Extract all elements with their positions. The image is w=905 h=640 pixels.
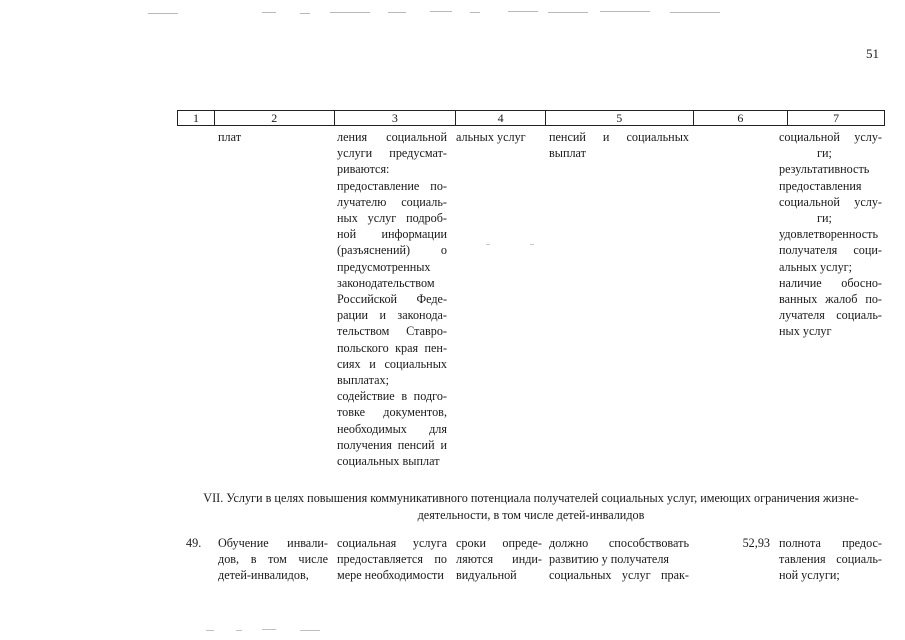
cont-col4	[456, 129, 542, 145]
cont-col3-line: предусмотренных	[337, 259, 431, 274]
header-cell-6: 6	[694, 111, 789, 125]
row49-col5-line: развитию у получателя	[549, 552, 670, 567]
header-cell-3: 3	[335, 111, 457, 125]
row49-col7-line: тавления социаль-	[779, 552, 882, 567]
cont-col7-line: социальной услу-	[779, 130, 882, 144]
header-cell-2: 2	[215, 111, 335, 125]
cont-col3-line: риваются:	[337, 162, 390, 177]
row49-col6-value: 52,93	[742, 536, 770, 550]
cont-col7-line: удовлетворенность	[779, 227, 879, 242]
cont-col3-line: выплатах;	[337, 373, 390, 388]
cont-col3-line: услуги предусмат-	[337, 146, 447, 161]
cont-col7-line: предоставления	[779, 178, 862, 193]
cont-col3-line: тельством Ставро-	[337, 324, 447, 339]
row49-col5-line: должно способствовать	[549, 536, 689, 550]
cont-col5	[549, 129, 689, 161]
cont-col3-line: содействие в подго-	[337, 389, 447, 404]
page-number: 51	[866, 46, 879, 61]
cont-col3-line: ления социальной	[337, 130, 447, 144]
row49-col2-line: дов, в том числе	[218, 552, 328, 567]
cont-col3-line: предоставление по-	[337, 178, 447, 193]
cont-col3-line: рации и законода-	[337, 308, 447, 323]
row49-number-text: 49.	[186, 536, 202, 550]
header-cell-4: 4	[456, 111, 546, 125]
header-cell-7: 7	[833, 111, 840, 125]
cont-col3-line: ной информации	[337, 227, 447, 242]
cont-col5-line: пенсий и социальных	[549, 130, 689, 144]
header-cell-1: 1	[178, 111, 215, 125]
row49-col3-line: социальная услуга	[337, 536, 447, 550]
cont-col3-line: (разъяснений) о	[337, 243, 447, 258]
scan-artifact-bottom	[0, 628, 905, 634]
row49-col2-line: детей-инвалидов,	[218, 568, 309, 583]
cont-col7-line: ги;	[817, 211, 832, 226]
cont-col3-line: законодательством	[337, 275, 435, 290]
section-heading-line2: деятельности, в том числе детей-инвалидов	[417, 508, 645, 522]
cont-col5-line: выплат	[549, 146, 586, 161]
cont-col7-line: результативность	[779, 162, 870, 177]
cont-col4-line: альных услуг	[456, 130, 526, 144]
row49-col2	[218, 535, 328, 584]
row49-col7-line: полнота предос-	[779, 536, 882, 550]
row49-col3-line: предоставляется по	[337, 552, 447, 567]
cont-col7-line: наличие обосно-	[779, 275, 882, 290]
cont-col7-line: альных услуг;	[779, 259, 853, 274]
row49-col4-line: ляются инди-	[456, 552, 542, 567]
row49-number	[186, 535, 210, 551]
cont-col2	[218, 129, 328, 145]
cont-col7	[779, 129, 882, 340]
cont-col2-line: плат	[218, 130, 242, 144]
scan-artifact-middle	[486, 244, 546, 246]
row49-col3	[337, 535, 447, 584]
cont-col3-line: сиях и социальных	[337, 356, 447, 371]
section-heading-line1: VII. Услуги в целях повышения коммуникативного потенциала получателей социальных услуг, имеющих ограничения жизне-	[203, 491, 859, 505]
row49-col2-line: Обучение инвали-	[218, 536, 328, 550]
row49-col5-line: социальных услуг прак-	[549, 568, 689, 583]
row49-col4	[456, 535, 542, 584]
cont-col3-line: получения пенсий и	[337, 437, 447, 452]
table-header-row	[177, 110, 885, 126]
row49-col3-line: мере необходимости	[337, 568, 444, 583]
cont-col3-line: польского края пен-	[337, 340, 447, 355]
row49-col5	[549, 535, 689, 584]
cont-col7-line: ги;	[817, 146, 832, 161]
cont-col7-line: ванных жалоб по-	[779, 292, 882, 307]
section-heading	[177, 490, 885, 524]
scan-artifact-top	[0, 0, 905, 20]
row49-col7-line: ной услуги;	[779, 568, 840, 583]
cont-col3-line: необходимых для	[337, 421, 447, 436]
cont-col3-line: лучателю социаль-	[337, 194, 447, 209]
cont-col7-line: ных услуг	[779, 324, 832, 339]
row49-col4-line: видуальной	[456, 568, 517, 583]
row49-col6	[700, 535, 770, 551]
cont-col7-line: лучателя социаль-	[779, 308, 882, 323]
cont-col3	[337, 129, 447, 469]
row49-col7	[779, 535, 882, 584]
cont-col3-line: социальных выплат	[337, 454, 440, 469]
cont-col3-line: Российской Феде-	[337, 292, 447, 307]
cont-col7-line: получателя соци-	[779, 243, 882, 258]
header-cell-5: 5	[546, 111, 694, 125]
row49-col4-line: сроки опреде-	[456, 536, 542, 550]
cont-col3-line: ных услуг подроб-	[337, 211, 447, 226]
cont-col7-line: социальной услу-	[779, 194, 882, 209]
cont-col3-line: товке документов,	[337, 405, 447, 420]
